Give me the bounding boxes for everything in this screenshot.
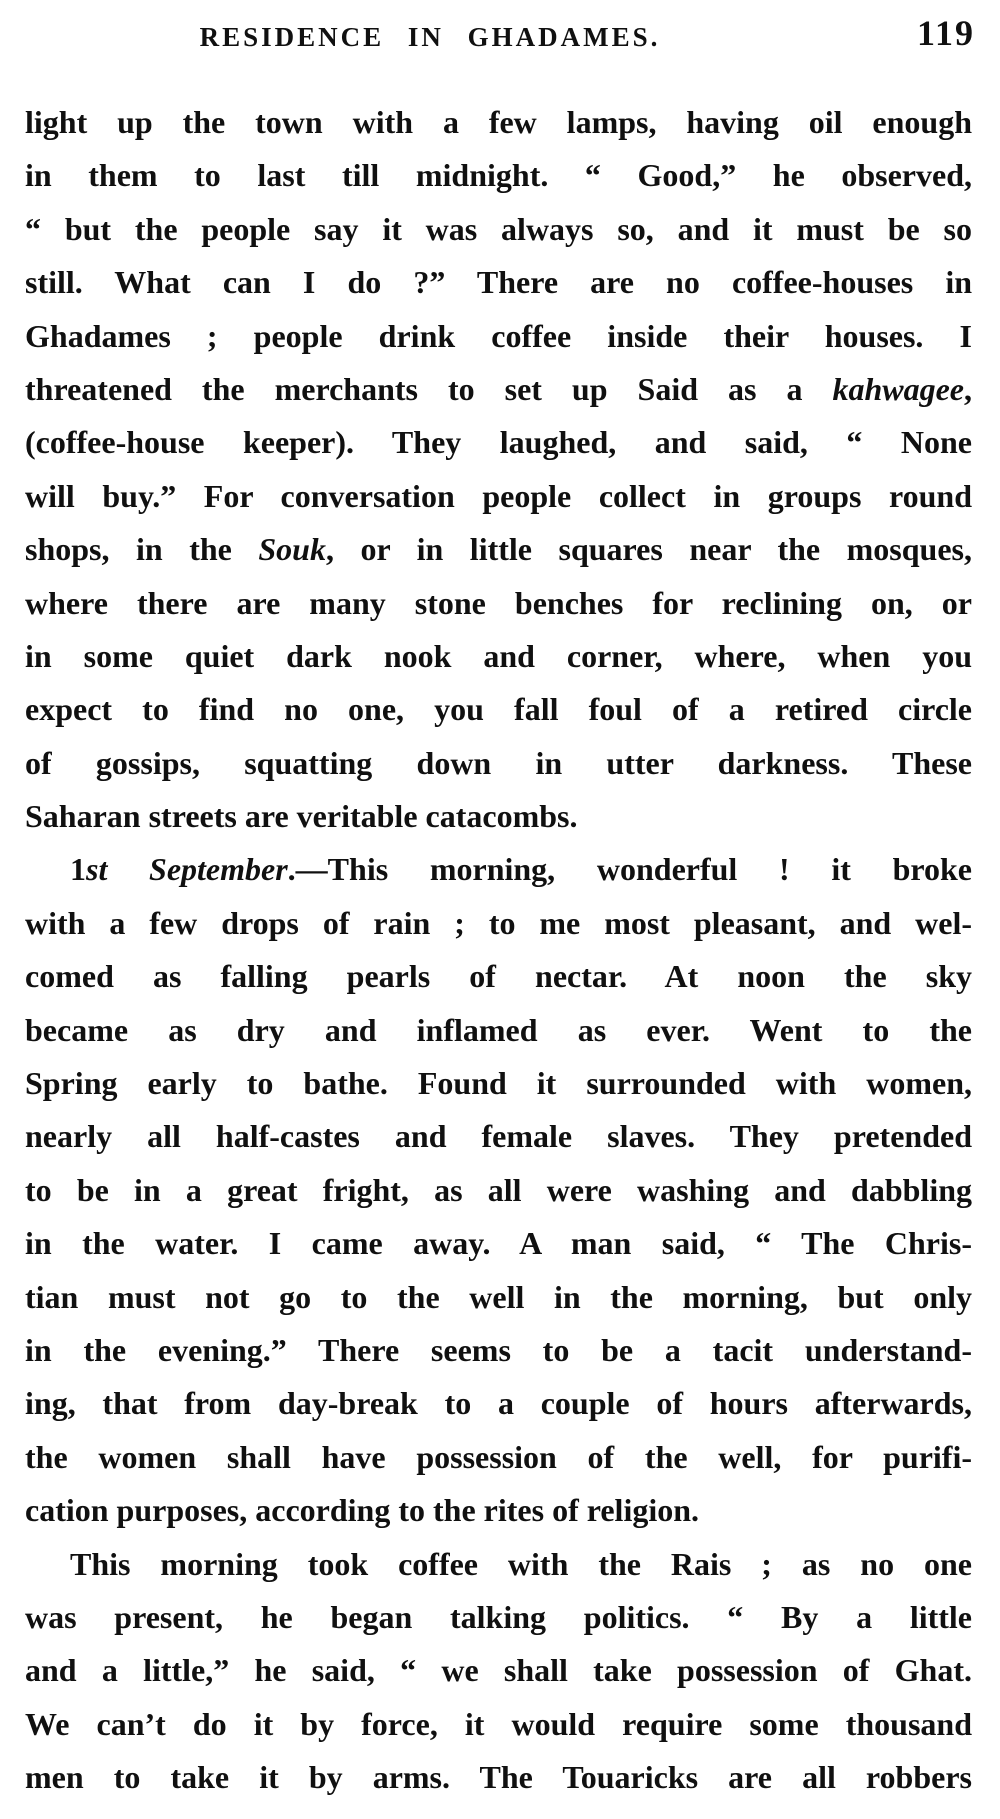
- text-line: [25, 737, 972, 790]
- text-segment: in the water. I came away. A man said, “ The Chris-: [25, 1225, 972, 1262]
- text-line: [25, 203, 972, 256]
- text-segment: of gossips, squatting down in utter darkness. These: [25, 744, 972, 781]
- text-line: [25, 1751, 972, 1804]
- italic-text-segment: kahwagee: [832, 370, 964, 407]
- text-segment: light up the town with a few lamps, having oil enough: [25, 104, 972, 140]
- text-line: [25, 256, 972, 309]
- text-segment: , or in little squares near the mosques,: [325, 531, 972, 568]
- text-segment: We can’t do it by force, it would require some thousand: [25, 1705, 972, 1742]
- text-line: [25, 310, 972, 363]
- text-segment: Spring early to bathe. Found it surrounded with women,: [25, 1065, 972, 1102]
- text-segment: comed as falling pearls of nectar. At noon the sky: [25, 958, 972, 995]
- text-line: [25, 1431, 972, 1484]
- text-segment: will buy.” For conversation people collect in groups round: [25, 477, 972, 514]
- text-line: [25, 1057, 972, 1110]
- text-segment: in them to last till midnight. “ Good,” he observed,: [25, 157, 972, 194]
- running-header-title: RESIDENCE IN GHADAMES.: [199, 22, 661, 52]
- text-line: [25, 1217, 972, 1270]
- text-segment: in the evening.” There seems to be a tacit understand-: [25, 1331, 972, 1368]
- text-segment: ing, that from day-break to a couple of hours afterwards,: [25, 1385, 972, 1422]
- text-segment: This morning took coffee with the Rais ; as no one: [70, 1545, 972, 1582]
- text-segment: shops, in the: [25, 531, 259, 568]
- text-segment: “ but the people say it was always so, and it must be so: [25, 210, 972, 247]
- text-segment: ,: [964, 370, 972, 407]
- text-line: [25, 363, 972, 416]
- text-segment: (coffee-house keeper). They laughed, and said, “ None: [25, 424, 972, 461]
- text-line: [25, 1004, 972, 1057]
- text-line: [25, 1110, 972, 1163]
- text-line: [25, 96, 972, 149]
- text-segment: became as dry and inflamed as ever. Went to the: [25, 1011, 972, 1048]
- italic-text-segment: st September: [86, 851, 288, 888]
- text-segment: nearly all half-castes and female slaves. They pretended: [25, 1118, 972, 1155]
- text-segment: tian must not go to the well in the morning, but only: [25, 1278, 972, 1315]
- text-line: [25, 1644, 972, 1697]
- text-segment: 1: [70, 851, 86, 888]
- text-segment: in some quiet dark nook and corner, where, when you: [25, 637, 972, 674]
- text-line: [25, 1271, 972, 1324]
- page-number: 119: [916, 13, 975, 53]
- italic-text-segment: Souk: [258, 531, 326, 568]
- text-block: [25, 96, 972, 1805]
- text-line: [25, 1538, 972, 1591]
- text-segment: the women shall have possession of the well, for purifi-: [25, 1438, 972, 1475]
- text-line: [25, 1484, 972, 1537]
- text-segment: cation purposes, according to the rites of religion.: [25, 1492, 700, 1529]
- text-segment: Ghadames ; people drink coffee inside their houses. I: [25, 317, 972, 354]
- text-line: [25, 1591, 972, 1644]
- text-line: [25, 683, 972, 736]
- text-line: [25, 630, 972, 683]
- text-segment: threatened the merchants to set up Said as a: [25, 370, 833, 407]
- text-segment: and a little,” he said, “ we shall take possession of Ghat.: [25, 1652, 972, 1689]
- text-line: [25, 843, 972, 896]
- text-segment: to be in a great fright, as all were washing and dabbling: [25, 1171, 972, 1208]
- text-line: [25, 1377, 972, 1430]
- text-line: [25, 523, 972, 576]
- text-segment: men to take it by arms. The Touaricks are all robbers: [25, 1759, 972, 1796]
- text-segment: still. What can I do ?” There are no coffee-houses in: [25, 264, 972, 301]
- text-line: [25, 1164, 972, 1217]
- text-line: [25, 1698, 972, 1751]
- text-line: [25, 577, 972, 630]
- text-segment: with a few drops of rain ; to me most pleasant, and wel-: [25, 904, 972, 941]
- text-segment: was present, he began talking politics. “ By a little: [25, 1598, 972, 1635]
- text-line: [25, 950, 972, 1003]
- text-segment: .—This morning, wonderful ! it broke: [287, 851, 972, 888]
- text-line: [25, 470, 972, 523]
- text-segment: Saharan streets are veritable catacombs.: [25, 798, 578, 835]
- text-line: [25, 790, 972, 843]
- text-segment: where there are many stone benches for reclining on, or: [25, 584, 972, 621]
- text-line: [25, 149, 972, 202]
- text-line: [25, 416, 972, 469]
- text-line: [25, 1324, 972, 1377]
- text-segment: expect to find no one, you fall foul of a retired circle: [25, 691, 972, 728]
- text-line: [25, 897, 972, 950]
